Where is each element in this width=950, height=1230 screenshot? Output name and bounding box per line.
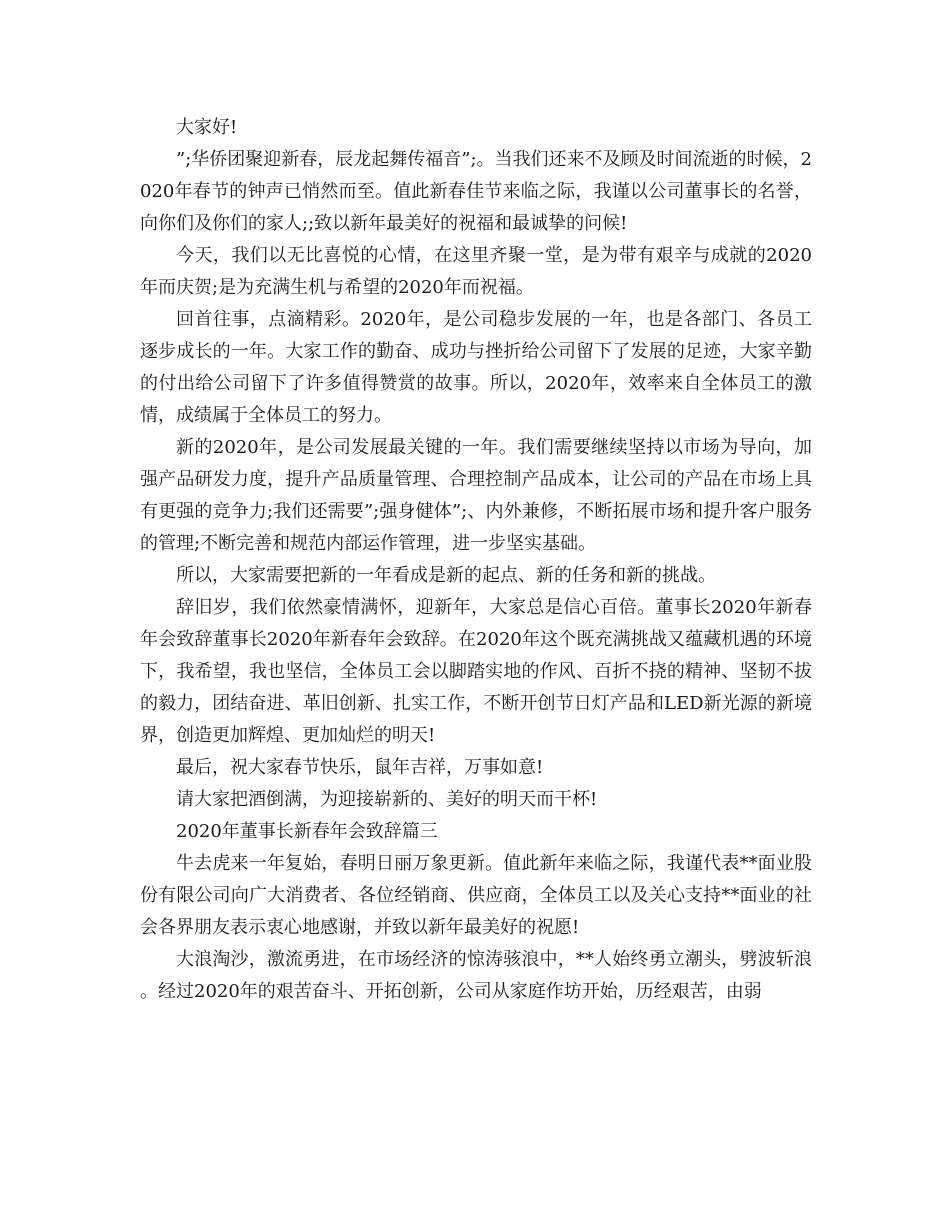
celebration-paragraph: 今天，我们以无比喜悦的心情，在这里齐聚一堂，是为带有艰辛与成就的2020年而庆贺;是为充满生机与希望的2020年而祝福。 xyxy=(140,245,812,298)
document-body xyxy=(140,112,812,1008)
toast-paragraph: 请大家把酒倒满，为迎接崭新的、美好的明天而干杯! xyxy=(176,789,598,810)
opening-paragraph: ”;华侨团聚迎新春，辰龙起舞传福音”;。当我们还来不及顾及时间流逝的时候，2020年春节的钟声已悄然而至。值此新春佳节来临之际，我谨以公司董事长的名誉，向你们及你们的家人;;致以新年最美好的祝福和最诚挚的问候! xyxy=(140,149,812,234)
new-start-paragraph: 所以，大家需要把新的一年看成是新的起点、新的任务和新的挑战。 xyxy=(176,565,716,586)
farewell-paragraph: 辞旧岁，我们依然豪情满怀，迎新年，大家总是信心百倍。董事长2020年新春年会致辞董事长2020年新春年会致辞。在2020年这个既充满挑战又蕴藏机遇的环境下，我希望，我也坚信，全体员工会以脚踏实地的作风、百折不挠的精神、坚韧不拔的毅力，团结奋进、革旧创新、扎实工作，不断开创节日灯产品和LED新光源的新境界，创造更加辉煌、更加灿烂的明天! xyxy=(140,597,812,746)
outlook-paragraph: 新的2020年，是公司发展最关键的一年。我们需要继续坚持以市场为导向，加强产品研发力度，提升产品质量管理、合理控制产品成本，让公司的产品在市场上具有更强的竞争力;我们还需要”;强身健体”;、内外兼修，不断拓展市场和提升客户服务的管理;不断完善和规范内部运作管理，进一步坚实基础。 xyxy=(140,437,812,554)
wishes-paragraph: 最后，祝大家春节快乐，鼠年吉祥，万事如意! xyxy=(176,757,544,778)
history-paragraph: 大浪淘沙，激流勇进，在市场经济的惊涛骇浪中，**人始终勇立潮头，劈波斩浪。经过2020年的艰苦奋斗、开拓创新，公司从家庭作坊开始，历经艰苦，由弱 xyxy=(140,949,812,1002)
review-paragraph: 回首往事，点滴精彩。2020年，是公司稳步发展的一年，也是各部门、各员工逐步成长的一年。大家工作的勤奋、成功与挫折给公司留下了发展的足迹，大家辛勤的付出给公司留下了许多值得赞赏的故事。所以，2020年，效率来自全体员工的激情，成绩属于全体员工的努力。 xyxy=(140,309,812,426)
section-heading: 2020年董事长新春年会致辞篇三 xyxy=(176,821,438,842)
greeting-paragraph: 大家好! xyxy=(176,117,238,138)
new-year-paragraph: 牛去虎来一年复始，春明日丽万象更新。值此新年来临之际，我谨代表**面业股份有限公司向广大消费者、各位经销商、供应商，全体员工以及关心支持**面业的社会各界朋友表示衷心地感谢，并致以新年最美好的祝愿! xyxy=(140,853,812,938)
